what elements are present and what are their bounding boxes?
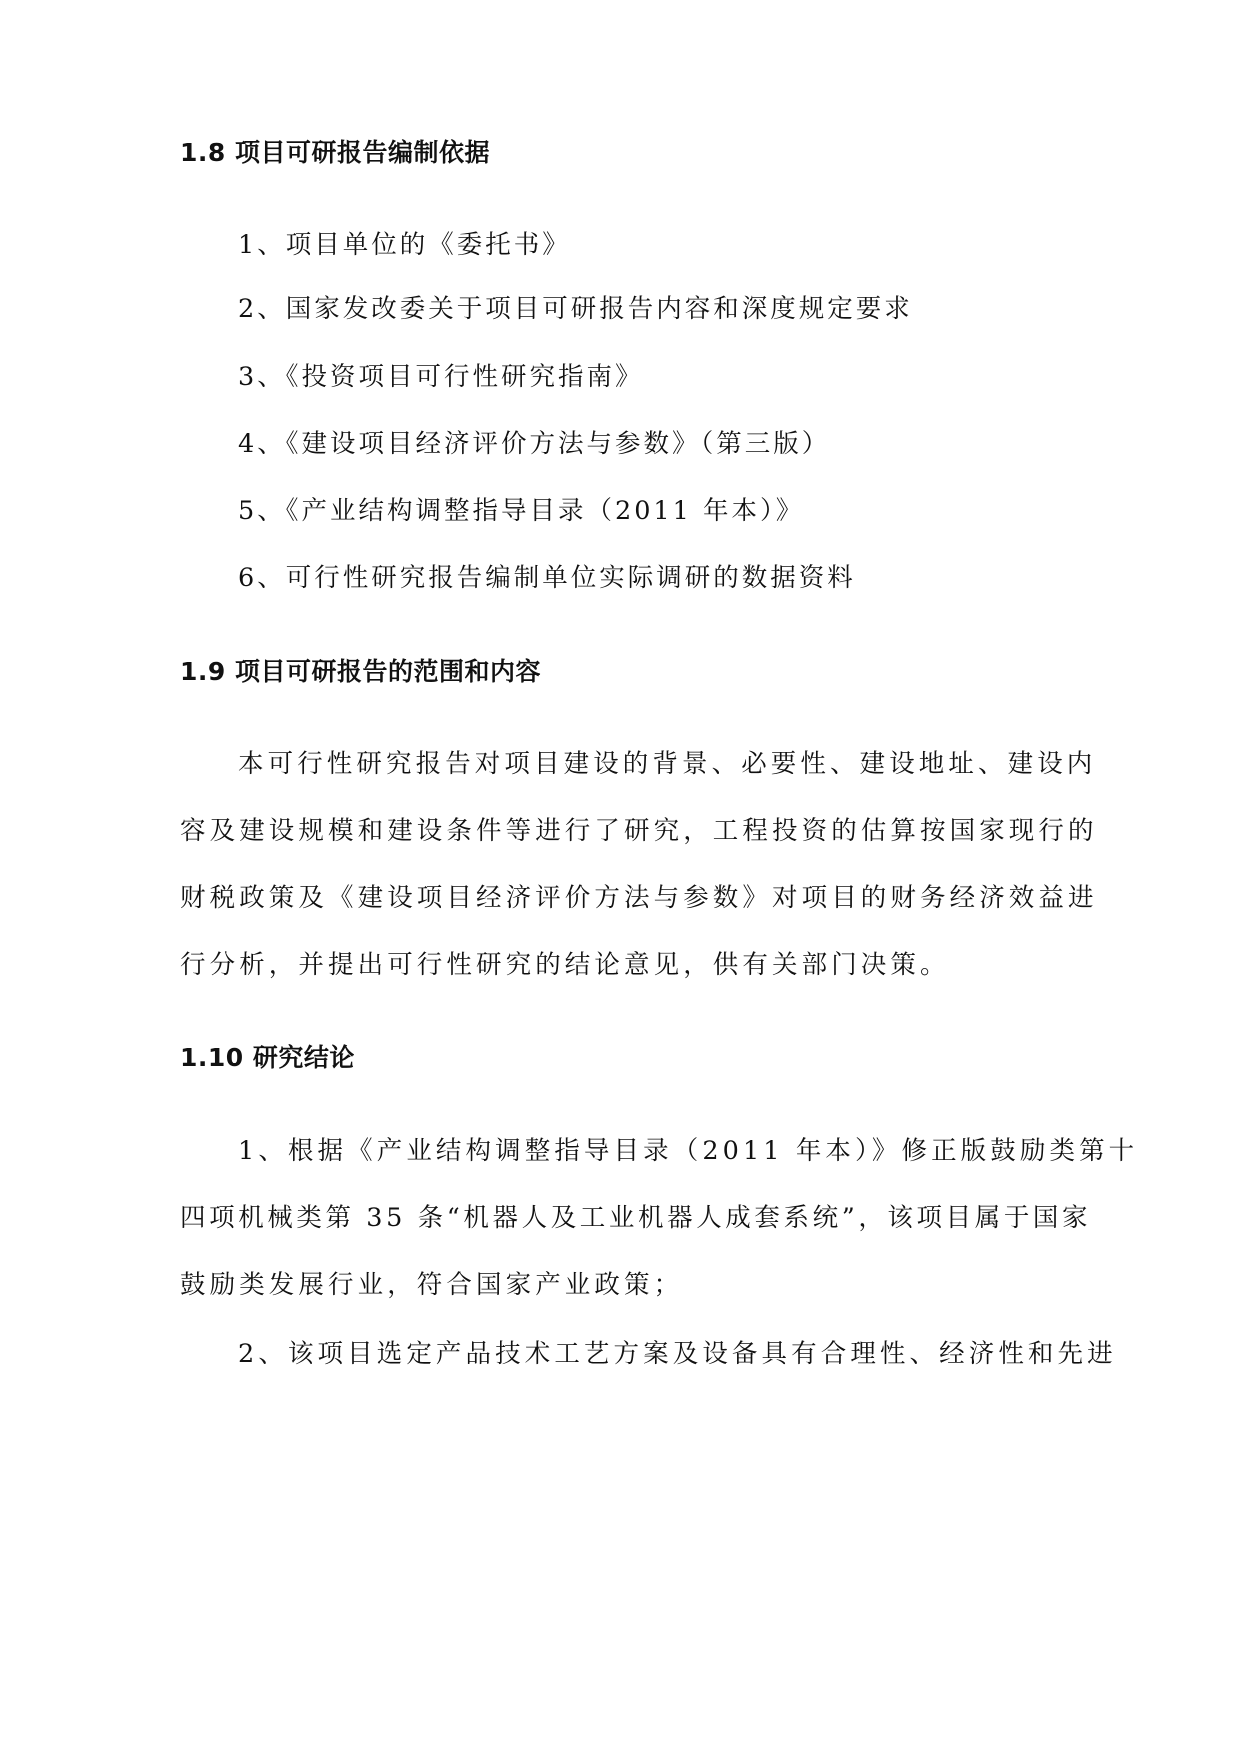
basis-item-5: 5、《产业结构调整指导目录（2011 年本）》 xyxy=(238,496,805,526)
section-heading-1-8: 1.8 项目可研报告编制依据 xyxy=(180,138,490,167)
conclusion-2-line-1: 2、该项目选定产品技术工艺方案及设备具有合理性、经济性和先进 xyxy=(238,1339,1117,1369)
conclusion-1-line-3: 鼓励类发展行业，符合国家产业政策； xyxy=(180,1270,684,1300)
scope-paragraph-line-3: 财税政策及《建设项目经济评价方法与参数》对项目的财务经济效益进 xyxy=(180,883,1098,913)
basis-item-2: 2、国家发改委关于项目可研报告内容和深度规定要求 xyxy=(238,294,913,324)
basis-item-6: 6、可行性研究报告编制单位实际调研的数据资料 xyxy=(238,563,856,593)
basis-item-3: 3、《投资项目可行性研究指南》 xyxy=(238,362,644,392)
basis-item-1: 1、项目单位的《委托书》 xyxy=(238,230,571,260)
section-heading-1-10: 1.10 研究结论 xyxy=(180,1043,355,1072)
conclusion-1-line-1: 1、根据《产业结构调整指导目录（2011 年本）》修正版鼓励类第十 xyxy=(238,1136,1139,1166)
conclusion-1-line-2: 四项机械类第 35 条“机器人及工业机器人成套系统”，该项目属于国家 xyxy=(180,1203,1092,1233)
scope-paragraph-line-1: 本可行性研究报告对项目建设的背景、必要性、建设地址、建设内 xyxy=(238,749,1097,779)
basis-item-4: 4、《建设项目经济评价方法与参数》（第三版） xyxy=(238,429,831,459)
section-heading-1-9: 1.9 项目可研报告的范围和内容 xyxy=(180,657,541,686)
scope-paragraph-line-4: 行分析，并提出可行性研究的结论意见，供有关部门决策。 xyxy=(180,950,950,980)
scope-paragraph-line-2: 容及建设规模和建设条件等进行了研究，工程投资的估算按国家现行的 xyxy=(180,816,1098,846)
